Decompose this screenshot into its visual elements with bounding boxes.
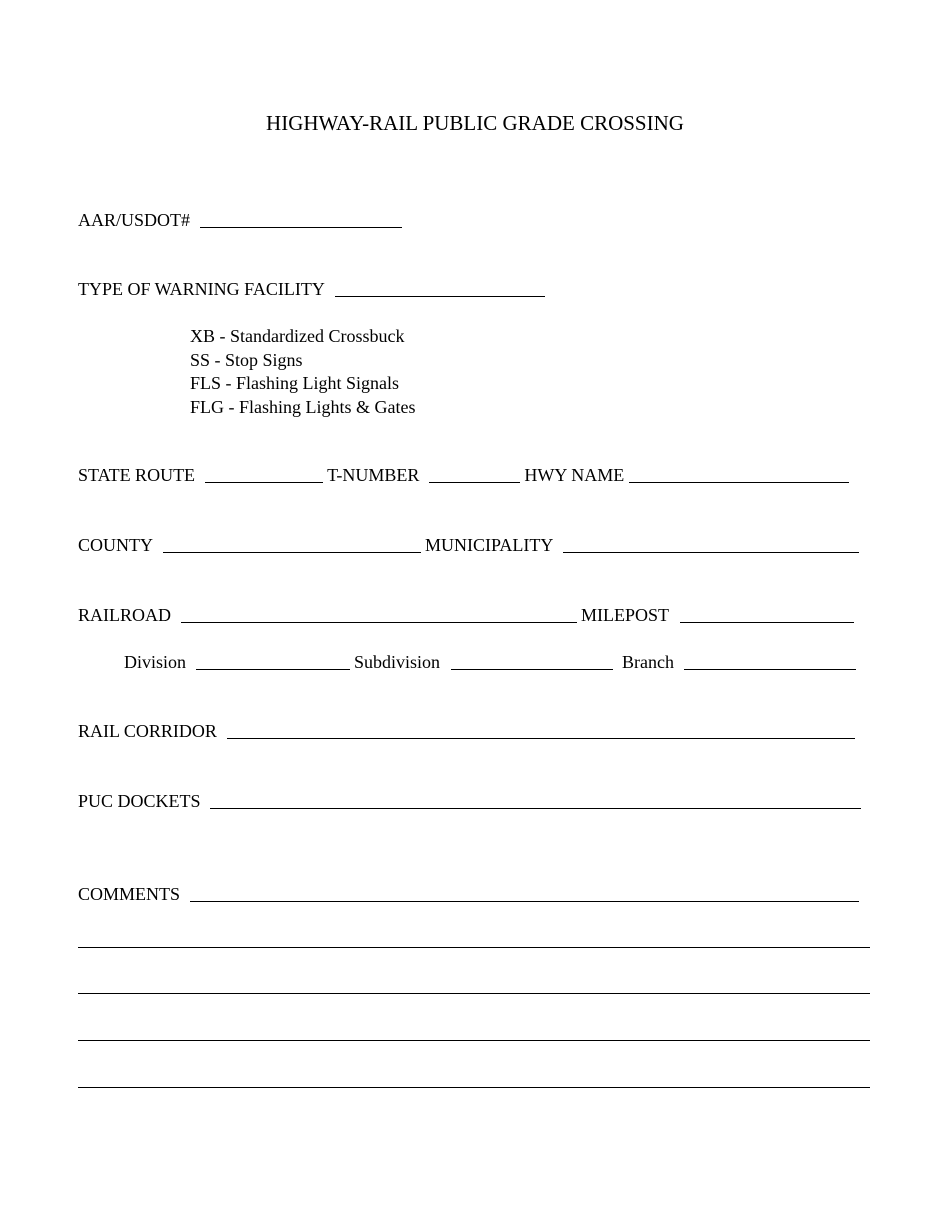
county-field[interactable] xyxy=(163,534,421,553)
county-row xyxy=(78,534,859,556)
aar-usdot-label: AAR/USDOT# xyxy=(78,210,191,230)
subdivision-field[interactable] xyxy=(451,651,613,670)
comments-row xyxy=(78,883,859,905)
code-ss: SS - Stop Signs xyxy=(190,349,303,370)
page-title: HIGHWAY-RAIL PUBLIC GRADE CROSSING xyxy=(266,111,684,135)
county-label: COUNTY xyxy=(78,535,153,555)
warning-facility-label: TYPE OF WARNING FACILITY xyxy=(78,279,325,299)
warning-facility-row xyxy=(78,278,545,300)
comments-line-3[interactable] xyxy=(78,993,870,994)
code-flg: FLG - Flashing Lights & Gates xyxy=(190,396,416,417)
puc-dockets-field[interactable] xyxy=(210,790,861,809)
puc-dockets-row xyxy=(78,790,861,812)
t-number-label: T-NUMBER xyxy=(327,465,420,485)
aar-usdot-row xyxy=(78,209,402,231)
rail-corridor-row xyxy=(78,720,855,742)
comments-line-2[interactable] xyxy=(78,947,870,948)
division-field[interactable] xyxy=(196,651,350,670)
rail-corridor-label: RAIL CORRIDOR xyxy=(78,721,217,741)
aar-usdot-field[interactable] xyxy=(200,209,402,228)
warning-facility-field[interactable] xyxy=(335,278,545,297)
comments-field[interactable] xyxy=(190,883,859,902)
hwy-name-field[interactable] xyxy=(629,464,849,483)
milepost-field[interactable] xyxy=(680,604,854,623)
comments-line-5[interactable] xyxy=(78,1087,870,1088)
code-fls: FLS - Flashing Light Signals xyxy=(190,373,400,393)
comments-label: COMMENTS xyxy=(78,884,181,904)
railroad-row xyxy=(78,604,854,626)
warning-facility-codes xyxy=(190,325,416,419)
railroad-field[interactable] xyxy=(181,604,577,623)
state-route-field[interactable] xyxy=(205,464,323,483)
municipality-field[interactable] xyxy=(563,534,859,553)
branch-label: Branch xyxy=(622,652,675,672)
puc-dockets-label: PUC DOCKETS xyxy=(78,791,201,811)
division-label: Division xyxy=(124,652,187,672)
branch-field[interactable] xyxy=(684,651,856,670)
comments-line-4[interactable] xyxy=(78,1040,870,1041)
hwy-name-label: HWY NAME xyxy=(524,465,625,485)
municipality-label: MUNICIPALITY xyxy=(425,535,554,555)
rail-corridor-field[interactable] xyxy=(227,720,855,739)
t-number-field[interactable] xyxy=(429,464,520,483)
railroad-label: RAILROAD xyxy=(78,605,171,625)
subdivision-label: Subdivision xyxy=(354,652,441,672)
route-row xyxy=(78,464,849,486)
code-xb: XB - Standardized Crossbuck xyxy=(190,326,405,346)
division-row xyxy=(124,651,856,673)
milepost-label: MILEPOST xyxy=(581,605,670,625)
state-route-label: STATE ROUTE xyxy=(78,465,196,485)
